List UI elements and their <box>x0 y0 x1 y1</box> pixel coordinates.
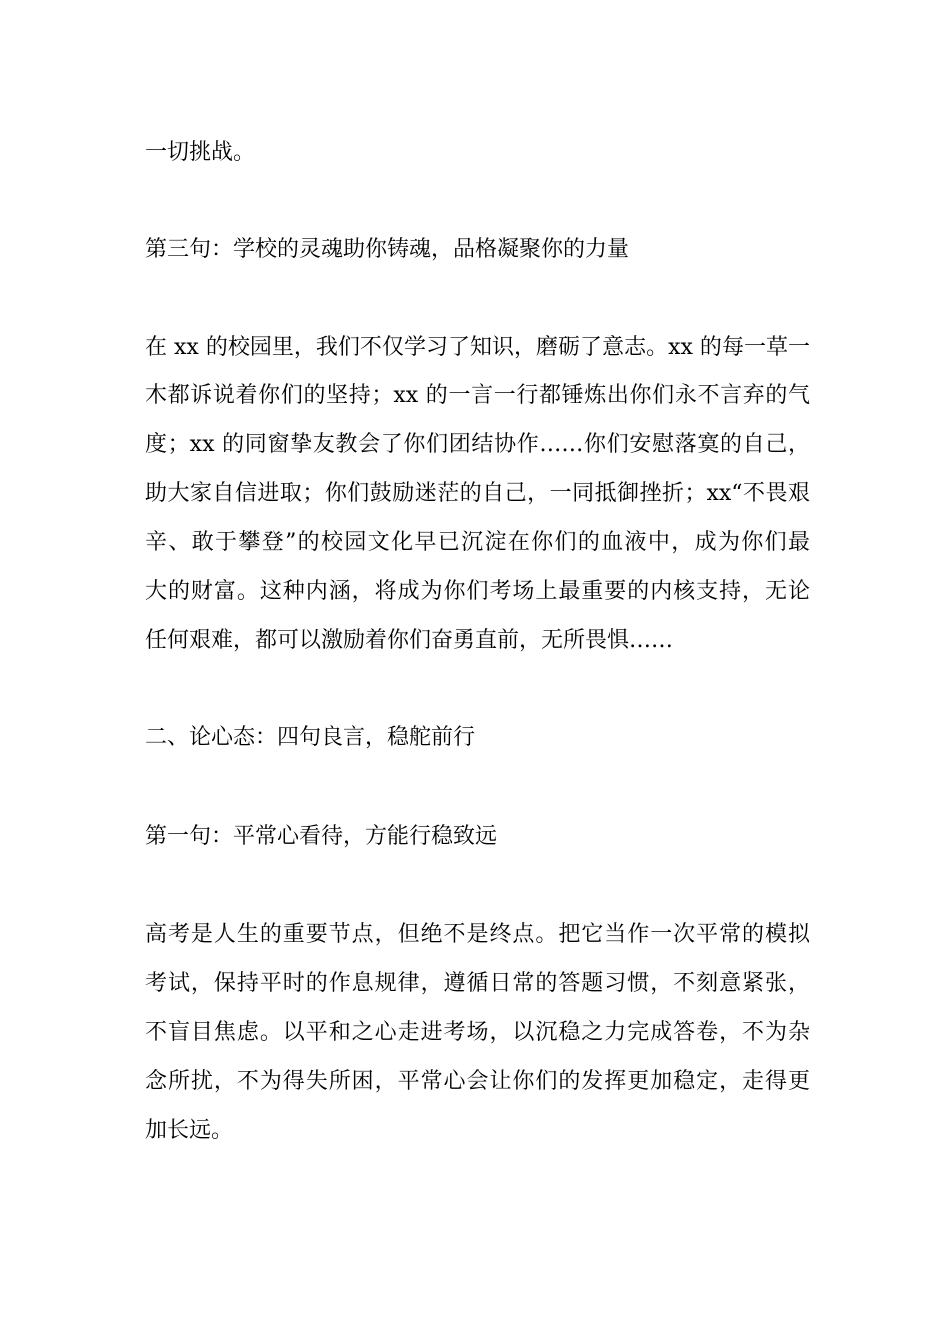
paragraph-line: 在 xx 的校园里，我们不仅学习了知识，磨砺了意志。xx 的每一草一 <box>145 335 810 360</box>
paragraph-line: 助大家自信进取；你们鼓励迷茫的自己，一同抵御挫折；xx“不畏艰 <box>145 481 810 506</box>
paragraph-line: 任何艰难，都可以激励着你们奋勇直前，无所畏惧…… <box>145 628 674 653</box>
section-heading: 二、论心态：四句良言，稳舵前行 <box>145 725 476 750</box>
paragraph-line: 念所扰，不为得失所困，平常心会让你们的发挥更加稳定，走得更 <box>145 1069 810 1094</box>
paragraph-line: 辛、敢于攀登”的校园文化早已沉淀在你们的血液中，成为你们最 <box>145 530 810 555</box>
paragraph-line: 度；xx 的同窗挚友教会了你们团结协作……你们安慰落寞的自己， <box>145 432 810 457</box>
paragraph-line: 一切挑战。 <box>145 140 256 165</box>
paragraph-line: 加长远。 <box>145 1118 234 1143</box>
paragraph-line: 大的财富。这种内涵，将成为你们考场上最重要的内核支持，无论 <box>145 579 810 604</box>
section-heading: 第三句：学校的灵魂助你铸魂，品格凝聚你的力量 <box>145 237 630 262</box>
paragraph-line: 考试，保持平时的作息规律，遵循日常的答题习惯，不刻意紧张， <box>145 971 810 996</box>
paragraph-line: 不盲目焦虑。以平和之心走进考场，以沉稳之力完成答卷，不为杂 <box>145 1020 810 1045</box>
paragraph-line: 木都诉说着你们的坚持；xx 的一言一行都锤炼出你们永不言弃的气 <box>145 383 810 408</box>
paragraph-line: 高考是人生的重要节点，但绝不是终点。把它当作一次平常的模拟 <box>145 922 810 947</box>
subsection-heading: 第一句：平常心看待，方能行稳致远 <box>145 824 498 849</box>
